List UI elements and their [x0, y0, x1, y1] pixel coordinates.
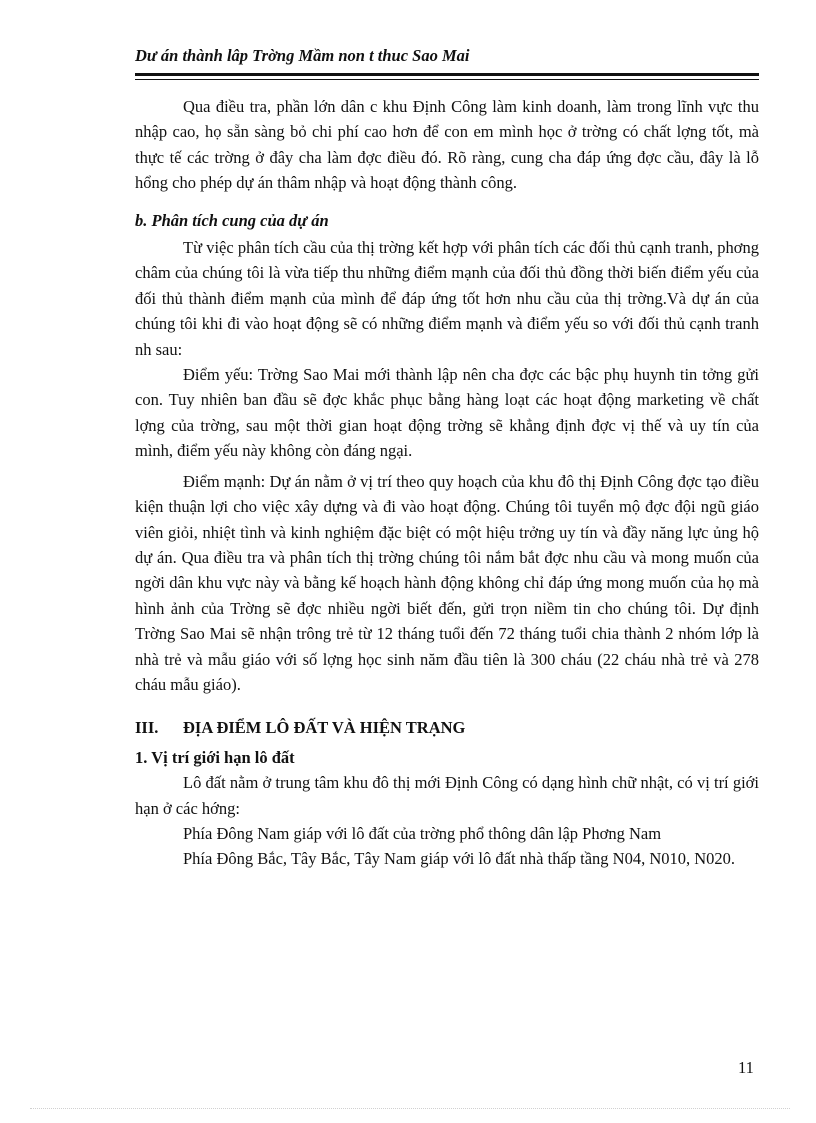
section-3-title: ĐỊA ĐIỂM LÔ ĐẤT VÀ HIỆN TRẠNG	[183, 718, 466, 738]
section-3-number: III.	[135, 718, 159, 738]
subsection-1-heading: 1. Vị trí giới hạn lô đất	[135, 747, 295, 767]
header-rule-thick	[135, 73, 759, 76]
paragraph-southeast-border: Phía Đông Nam giáp với lô đất của trờng phổ thông dân lập Phơng Nam	[183, 823, 662, 843]
paragraph-location: Lô đất nằm ở trung tâm khu đô thị mới Định Công có dạng hình chữ nhật, có vị trí giới hạn ở các hớng:	[135, 773, 759, 818]
page-body	[135, 94, 759, 872]
page-bottom-divider	[30, 1108, 790, 1109]
header-rule-thin	[135, 79, 759, 80]
page-number: 11	[738, 1058, 754, 1077]
section-3-heading	[135, 715, 759, 740]
paragraph-supply-analysis: Từ việc phân tích cầu của thị trờng kết hợp với phân tích các đối thủ cạnh tranh, phơng châm của chúng tôi là vừa tiếp thu những điểm mạnh của đối thủ đồng thời biến điểm yếu của đối thủ thành điểm mạnh của mình để đáp ứng tốt hơn nhu cầu của thị trờng.Và dự án của chúng tôi khi đi vào hoạt động sẽ có những điểm mạnh và điểm yếu so với đối thủ cạnh tranh nh sau:	[135, 238, 759, 359]
section-b-heading: b. Phân tích cung của dự án	[135, 210, 329, 230]
running-header: Dư án thành lâp Trờng Mầm non t thuc Sao Mai	[135, 46, 470, 65]
paragraph-demand-survey: Qua điều tra, phần lớn dân c khu Định Công làm kinh doanh, làm trong lĩnh vực thu nhập cao, họ sẵn sàng bỏ chi phí cao hơn để con em mình học ở trờng có chất lợng tốt, mà thực tế các trờng ở đây cha làm đợc điều đó. Rõ ràng, cung cha đáp ứng đợc cầu, đây là lỗ hổng cho phép dự án thâm nhập và hoạt động thành công.	[135, 97, 759, 193]
paragraph-weaknesses: Điểm yếu: Trờng Sao Mai mới thành lập nên cha đợc các bậc phụ huynh tin tởng gửi con. Tuy nhiên ban đầu sẽ đợc khắc phục bằng hàng loạt các hoạt động marketing về chất lợng của trờng, sau một thời gian hoạt động trờng sẽ khẳng định đợc vị thế và uy tín của mình, điểm yếu này không còn đáng ngại.	[135, 365, 759, 461]
paragraph-strengths: Điểm mạnh: Dự án nằm ở vị trí theo quy hoạch của khu đô thị Định Công đợc tạo điều kiện thuận lợi cho việc xây dựng và đi vào hoạt động. Chúng tôi tuyển mộ đợc đội ngũ giáo viên giỏi, nhiệt tình và kinh nghiệm đặc biệt có một hiệu trởng uy tín và đầy năng lực ủng hộ dự án. Qua điều tra và phân tích thị trờng chúng tôi nắm bắt đợc nhu cầu và mong muốn của ngời dân khu vực này và bằng kế hoạch hành động không chỉ đáp ứng mong muốn của họ mà hình ảnh của Trờng sẽ đợc nhiều ngời biết đến, gửi trọn niềm tin cho chúng tôi. Dự định Trờng Sao Mai sẽ nhận trông trẻ từ 12 tháng tuổi đến 72 tháng tuổi chia thành 2 nhóm lớp là nhà trẻ và mẫu giáo với số lợng học sinh năm đầu tiên là 300 cháu (22 cháu nhà trẻ và 278 cháu mẫu giáo).	[135, 471, 759, 694]
paragraph-other-borders: Phía Đông Bắc, Tây Bắc, Tây Nam giáp với lô đất nhà thấp tầng N04, N010, N020.	[183, 849, 736, 869]
